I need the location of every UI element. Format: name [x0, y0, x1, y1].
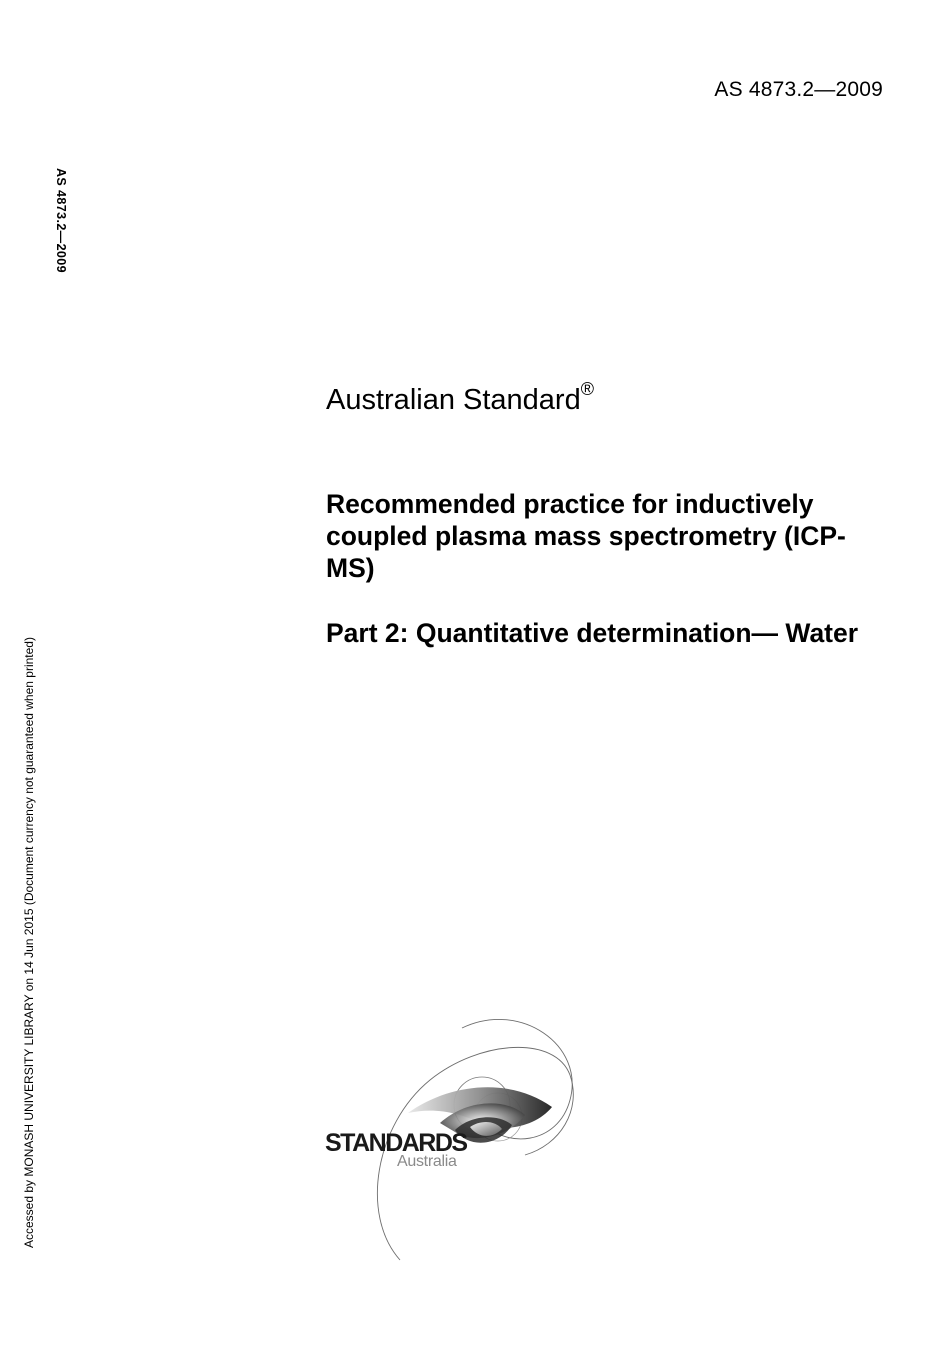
registered-mark: ® [580, 379, 594, 399]
standard-label-text: Australian Standard [326, 384, 581, 416]
logo-word: STANDARDS [325, 1129, 467, 1157]
logo-sub: Australia [397, 1153, 457, 1170]
doc-number: AS 4873.2—2009 [714, 78, 883, 101]
access-note: Accessed by MONASH UNIVERSITY LIBRARY on 14 Jun 2015 (Document currency not guaranteed when printed) [22, 637, 36, 1248]
standards-australia-logo [320, 1005, 590, 1270]
document-title: Recommended practice for inductively coupled plasma mass spectrometry (ICP-MS) [326, 489, 846, 583]
standard-label [326, 379, 594, 417]
part-title: Part 2: Quantitative determination— Water [326, 618, 859, 648]
spine-doc-number: AS 4873.2—2009 [54, 168, 68, 273]
